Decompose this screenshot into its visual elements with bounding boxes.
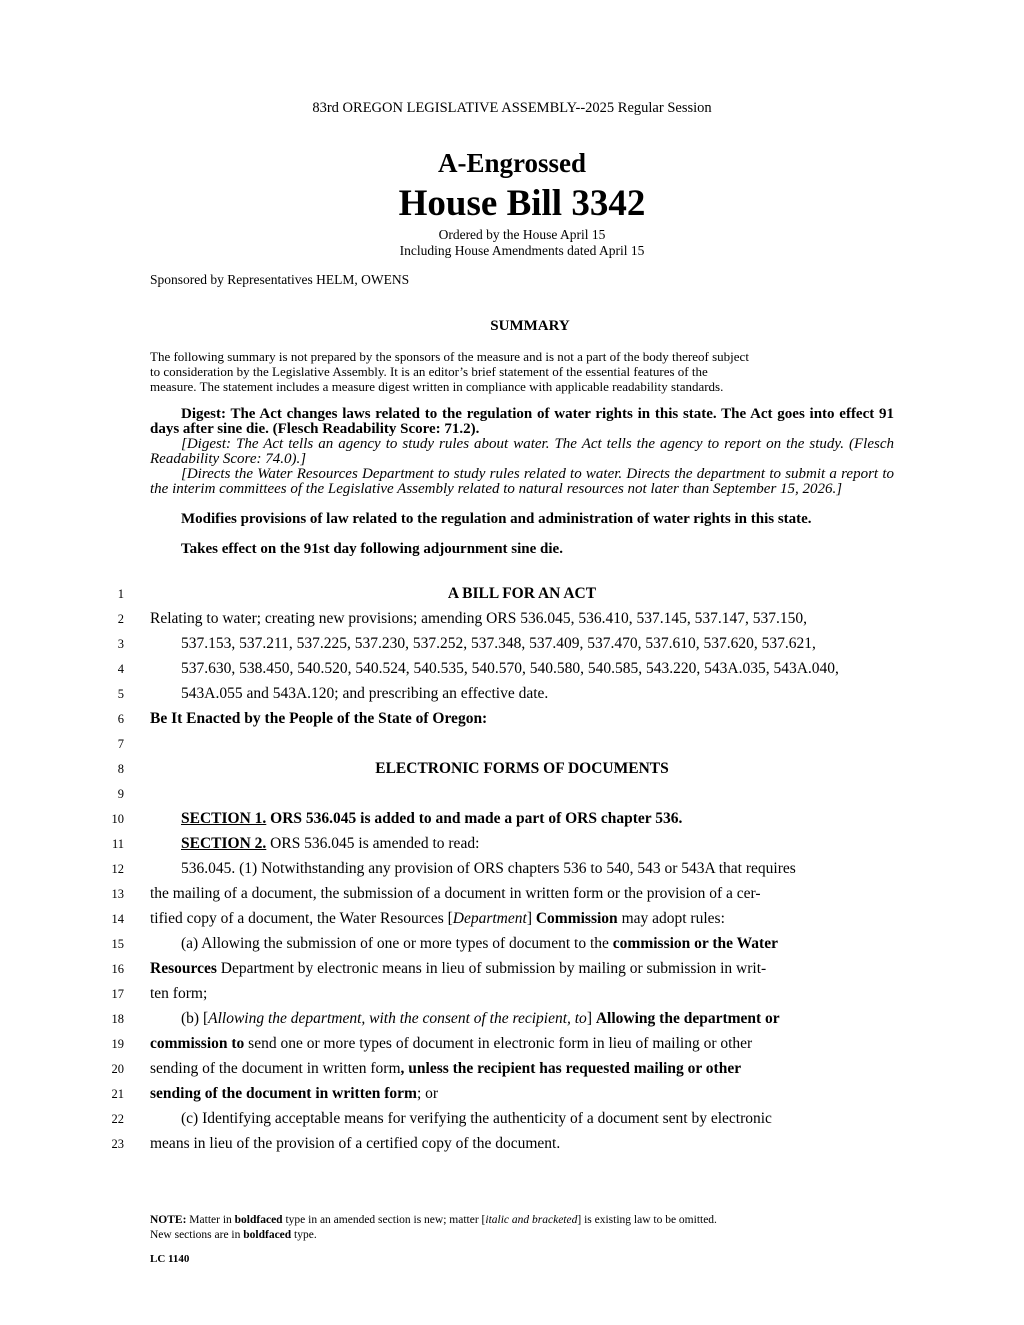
line-number: 6 [117,712,124,726]
footnote-line-1 [150,1214,717,1226]
bill-heading: A BILL FOR AN ACT [447,585,597,602]
line-20-text: sending of the document in written form [150,1060,401,1077]
directs-old: [Directs the Water Resources Department to study rules related to water. Directs the department to submit a report to the interim committees of the Legislative Assembly related to natural resources not later than September 15, 2026.] [150,466,894,497]
line-number: 16 [111,962,124,976]
line-number: 18 [111,1012,124,1026]
engrossed-label: A-Engrossed [437,148,587,178]
lc-number: LC 1140 [150,1253,190,1265]
sponsors-line: Sponsored by Representatives HELM, OWENS [150,272,410,287]
note-text: Matter in [186,1214,235,1226]
new-text: commission to [150,1035,245,1052]
note-text: New sections are in [150,1229,244,1241]
note-text: type. [291,1229,317,1241]
section-1-label: SECTION 1. [181,810,267,827]
bill-line-22: (c) Identifying acceptable means for verifying the authenticity of a document sent by electronic [181,1110,772,1127]
line-number: 8 [117,762,124,776]
bill-line-19 [150,1035,752,1053]
note-bold: boldfaced [243,1229,292,1241]
note-label: NOTE: [150,1214,187,1226]
note-text: ] is existing law to be omitted. [577,1214,717,1226]
line-21-text: ; or [416,1085,439,1102]
line-14-text: tified copy of a document, the Water Resources [ [150,910,453,927]
session-header: 83rd OREGON LEGISLATIVE ASSEMBLY--2025 Regular Session [312,100,712,116]
section-heading: ELECTRONIC FORMS OF DOCUMENTS [375,760,669,777]
note-bold: boldfaced [234,1214,283,1226]
bill-line-20 [150,1060,741,1078]
line-14-end: may adopt rules: [617,910,725,927]
new-text: , unless the recipient has requested mailing or other [400,1060,742,1077]
line-15-text: (a) Allowing the submission of one or more types of document to the [181,935,613,952]
digest-old: [Digest: The Act tells an agency to study rules about water. The Act tells the agency to report on the study. (Flesch Readability Score: 74.0).] [150,436,894,467]
bill-line-12: 536.045. (1) Notwithstanding any provision of ORS chapters 536 to 540, 543 or 543A that requires [181,860,796,877]
line-number: 17 [111,987,124,1001]
summary-intro-line-2: to consideration by the Legislative Assembly. It is an editor’s brief statement of the essential features of the [150,364,708,379]
ordered-line: Ordered by the House April 15 [438,227,606,242]
line-number: 2 [117,612,124,626]
line-number: 4 [117,662,124,676]
note-text: type in an amended section is new; matter [ [282,1214,486,1226]
modifies-statement: Modifies provisions of law related to the regulation and administration of water rights in this state. [181,511,812,527]
line-number: 15 [111,937,124,951]
line-number: 11 [111,837,124,851]
bill-line-3: 537.153, 537.211, 537.225, 537.230, 537.252, 537.348, 537.409, 537.470, 537.610, 537.620, 537.621, [181,635,816,652]
line-number: 7 [117,737,124,751]
enacting-clause: Be It Enacted by the People of the State of Oregon: [150,710,488,727]
line-number: 14 [111,912,124,926]
summary-intro-line-1: The following summary is not prepared by the sponsors of the measure and is not a part of the body thereof subject [150,349,749,364]
deleted-text: Department [452,910,527,927]
footnote-line-2 [150,1229,317,1241]
bracket-close: ] [526,910,536,927]
amendments-line: Including House Amendments dated April 15 [399,243,645,258]
line-number: 20 [111,1062,124,1076]
bill-line-2: Relating to water; creating new provisions; amending ORS 536.045, 536.410, 537.145, 537.147, 537.150, [150,610,807,627]
section-2-label: SECTION 2. [181,835,267,852]
line-number: 9 [117,787,124,801]
deleted-text: Allowing the department, with the consent of the recipient, to [208,1010,587,1027]
bill-line-23: means in lieu of the provision of a certified copy of the document. [150,1135,561,1152]
line-number: 13 [111,887,124,901]
bill-line-17: ten form; [150,985,208,1002]
new-text: Resources [150,960,217,977]
note-italic: italic and bracketed [485,1214,578,1226]
digest-new: Digest: The Act changes laws related to the regulation of water rights in this state. The Act goes into effect 91 days after sine die. (Flesch Readability Score: 71.2). [150,406,894,437]
bill-line-5: 543A.055 and 543A.120; and prescribing an effective date. [181,685,549,702]
bill-line-11 [181,835,479,853]
new-text: Commission [535,910,618,927]
line-number: 23 [111,1137,124,1151]
bill-title: House Bill 3342 [398,183,646,224]
bill-line-14 [150,910,725,928]
new-text: sending of the document in written form [150,1085,417,1102]
takes-effect-statement: Takes effect on the 91st day following adjournment sine die. [181,541,563,557]
line-number: 3 [117,637,124,651]
new-text: Allowing the department or [595,1010,780,1027]
bill-line-4: 537.630, 538.450, 540.520, 540.524, 540.535, 540.570, 540.580, 540.585, 543.220, 543A.035, 543A.040, [181,660,839,677]
line-number: 5 [117,687,124,701]
bill-line-15 [181,935,778,953]
section-1-text: ORS 536.045 is added to and made a part of ORS chapter 536. [266,810,683,827]
bill-line-21 [150,1085,438,1103]
line-number: 12 [111,862,124,876]
line-19-text: send one or more types of document in electronic form in lieu of mailing or other [244,1035,753,1052]
bill-line-16 [150,960,766,978]
section-2-text: ORS 536.045 is amended to read: [266,835,480,852]
bill-line-18 [181,1010,780,1028]
summary-intro-line-3: measure. The statement includes a measure digest written in compliance with applicable readability standards. [150,379,724,394]
bill-line-10 [181,810,682,828]
line-number: 1 [117,587,124,601]
new-text: commission or the Water [612,935,778,952]
bracket-close: ] [586,1010,596,1027]
summary-heading: SUMMARY [490,318,570,334]
line-number: 10 [111,812,124,826]
line-16-text: Department by electronic means in lieu of submission by mailing or submission in writ- [216,960,767,977]
line-number: 21 [111,1087,124,1101]
line-number: 22 [111,1112,124,1126]
line-number: 19 [111,1037,124,1051]
bill-line-13: the mailing of a document, the submission of a document in written form or the provision of a cer- [150,885,761,902]
line-18-text: (b) [ [181,1010,209,1027]
